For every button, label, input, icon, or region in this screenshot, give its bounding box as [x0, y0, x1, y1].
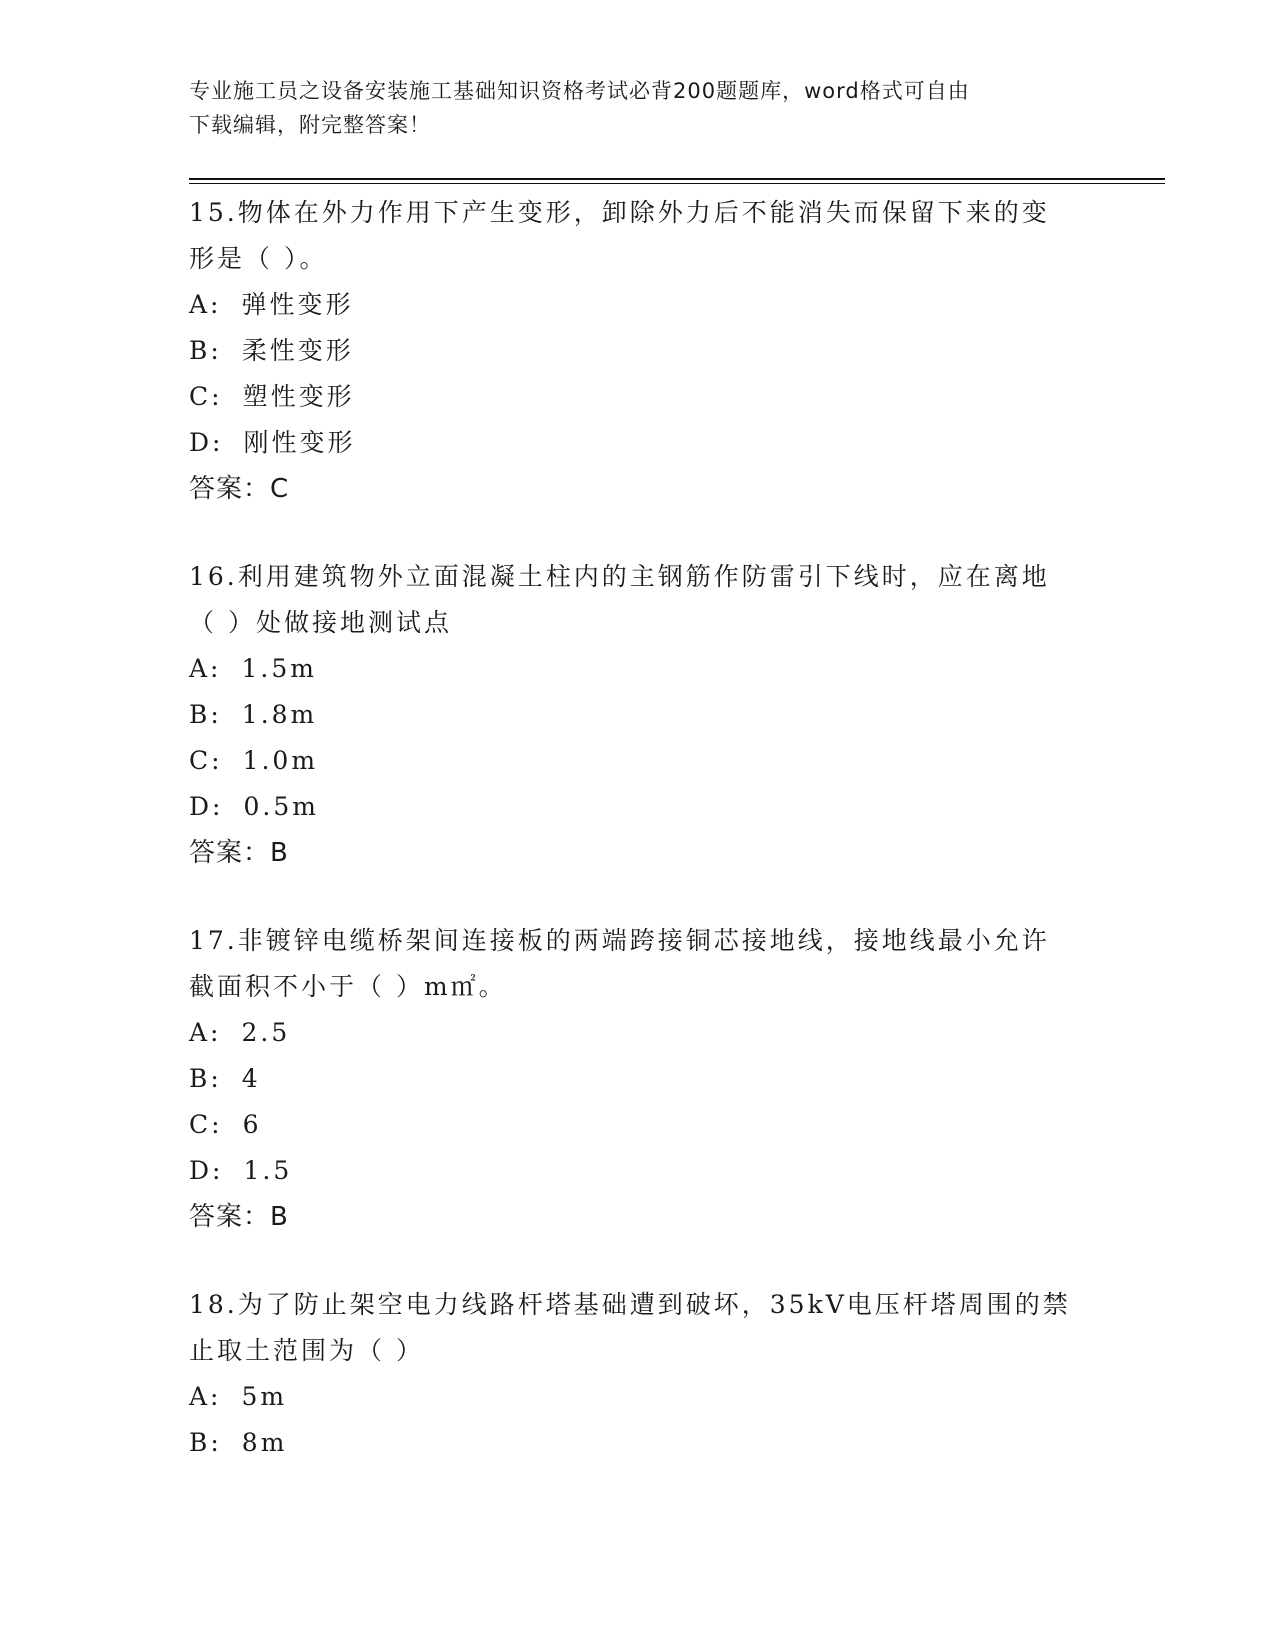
option-text: 刚性变形: [243, 428, 356, 457]
option-b: [189, 328, 1089, 374]
answer-line: 答案：B: [189, 1202, 289, 1232]
option-text: 1.5m: [241, 654, 317, 683]
header-divider-thin: [189, 183, 1165, 184]
option-letter: D:: [189, 428, 224, 457]
question-18: [189, 1282, 1089, 1466]
option-letter: D:: [189, 792, 224, 821]
question-stem-line-1: 17.非镀锌电缆桥架间连接板的两端跨接铜芯接地线，接地线最小允许: [189, 926, 1050, 955]
option-letter: D:: [189, 1156, 224, 1185]
option-text: 8m: [241, 1428, 288, 1457]
header-line-1: 专业施工员之设备安装施工基础知识资格考试必背200题题库，word格式可自由: [189, 79, 970, 103]
question-15: [189, 190, 1089, 512]
option-letter: C:: [189, 1110, 223, 1139]
option-d: [189, 784, 1089, 830]
option-c: [189, 1102, 1089, 1148]
option-text: 0.5m: [243, 792, 319, 821]
option-d: [189, 1148, 1089, 1194]
document-header: [189, 74, 1089, 142]
option-a: [189, 646, 1089, 692]
option-text: 1.5: [243, 1156, 293, 1185]
option-text: 4: [241, 1064, 261, 1093]
option-text: 2.5: [241, 1018, 291, 1047]
option-letter: A:: [189, 654, 222, 683]
option-letter: A:: [189, 1018, 222, 1047]
option-b: [189, 1420, 1089, 1466]
option-c: [189, 738, 1089, 784]
question-stem-line-2: 止取土范围为（ ）: [189, 1336, 424, 1365]
question-17: [189, 918, 1089, 1240]
option-letter: C:: [189, 746, 223, 775]
header-divider-thick: [189, 178, 1165, 180]
option-text: 1.8m: [241, 700, 318, 729]
option-letter: B:: [189, 336, 222, 365]
question-stem-line-2: 形是（ ）。: [189, 244, 328, 273]
question-stem-line-1: 16.利用建筑物外立面混凝土柱内的主钢筋作防雷引下线时，应在离地: [189, 562, 1050, 591]
option-letter: B:: [189, 1064, 222, 1093]
option-d: [189, 420, 1089, 466]
option-letter: A:: [189, 1382, 222, 1411]
option-b: [189, 692, 1089, 738]
option-a: [189, 282, 1089, 328]
option-a: [189, 1010, 1089, 1056]
option-letter: A:: [189, 290, 222, 319]
option-c: [189, 374, 1089, 420]
option-letter: C:: [189, 382, 223, 411]
option-text: 塑性变形: [242, 382, 355, 411]
header-line-2: 下载编辑，附完整答案！: [189, 113, 431, 137]
answer-line: 答案：B: [189, 838, 289, 868]
question-stem-line-2: 截面积不小于（ ）m㎡。: [189, 972, 507, 1001]
question-list: [189, 190, 1089, 1508]
option-text: 6: [242, 1110, 262, 1139]
question-stem-line-1: 18.为了防止架空电力线路杆塔基础遭到破坏，35kV电压杆塔周围的禁: [189, 1290, 1071, 1319]
question-16: [189, 554, 1089, 876]
question-stem-line-2: （ ）处做接地测试点: [189, 608, 452, 637]
option-b: [189, 1056, 1089, 1102]
option-a: [189, 1374, 1089, 1420]
option-text: 弹性变形: [241, 290, 354, 319]
option-text: 5m: [241, 1382, 288, 1411]
option-text: 1.0m: [242, 746, 319, 775]
answer-line: 答案：C: [189, 474, 290, 504]
option-letter: B:: [189, 1428, 222, 1457]
question-stem-line-1: 15.物体在外力作用下产生变形，卸除外力后不能消失而保留下来的变: [189, 198, 1050, 227]
option-text: 柔性变形: [241, 336, 354, 365]
option-letter: B:: [189, 700, 222, 729]
